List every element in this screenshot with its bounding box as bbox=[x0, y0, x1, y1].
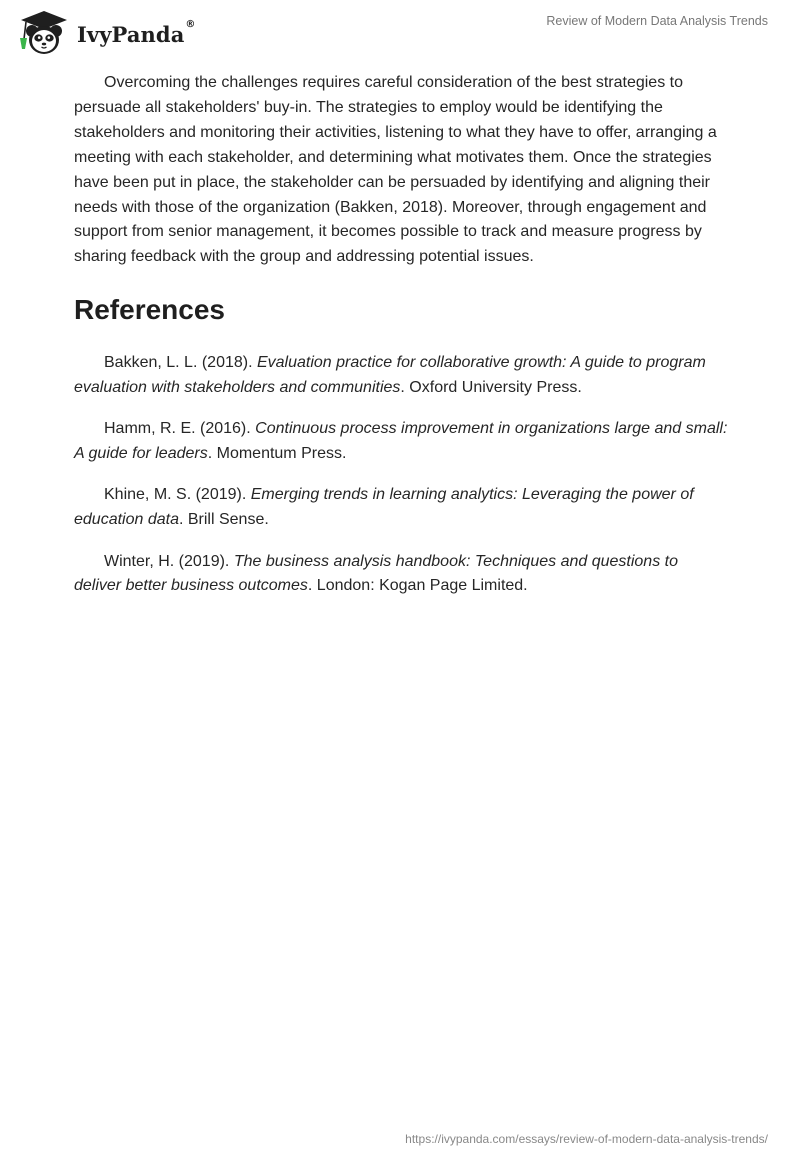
source-url[interactable]: https://ivypanda.com/essays/review-of-modern-data-analysis-trends/ bbox=[405, 1132, 768, 1146]
reference-author: Khine, M. S. (2019). bbox=[104, 486, 251, 504]
reference-title: Continuous process improvement in organizations large and small: A guide for leaders bbox=[74, 420, 728, 463]
reference-title: The business analysis handbook: Techniques and questions to deliver better business outcomes bbox=[74, 552, 678, 595]
essay-content bbox=[74, 71, 728, 599]
logo-wordmark: IvyPanda® bbox=[77, 18, 196, 47]
reference-publisher: . Brill Sense. bbox=[178, 511, 269, 529]
reference-title: Evaluation practice for collaborative growth: A guide to program evaluation with stakeholders and communities bbox=[74, 354, 706, 397]
ivypanda-logo[interactable] bbox=[15, 9, 196, 57]
reference-item bbox=[74, 351, 728, 401]
registered-mark: ® bbox=[185, 18, 196, 30]
reference-author: Hamm, R. E. (2016). bbox=[104, 420, 256, 438]
reference-item bbox=[74, 483, 728, 533]
references-heading: References bbox=[74, 294, 225, 326]
reference-title: Emerging trends in learning analytics: Leveraging the power of education data bbox=[74, 486, 694, 529]
reference-publisher: . Oxford University Press. bbox=[400, 379, 582, 397]
reference-item bbox=[74, 550, 728, 600]
reference-author: Bakken, L. L. (2018). bbox=[104, 354, 257, 372]
reference-author: Winter, H. (2019). bbox=[104, 552, 234, 570]
reference-publisher: . London: Kogan Page Limited. bbox=[307, 577, 528, 595]
reference-item bbox=[74, 417, 728, 467]
document-title: Review of Modern Data Analysis Trends bbox=[546, 14, 768, 28]
reference-publisher: . Momentum Press. bbox=[207, 445, 347, 463]
panda-graduate-icon bbox=[15, 9, 73, 57]
page-header bbox=[0, 0, 800, 64]
body-paragraph: Overcoming the challenges requires careful consideration of the best strategies to persuade all stakeholders' buy-in. The strategies to employ would be identifying the stakeholders and monitoring their activities, listening to what they have to offer, arranging a meeting with each stakeholder, and determining what motivates them. Once the strategies have been put in place, the stakeholder can be persuaded by identifying and aligning their needs with those of the organization (Bakken, 2018). Moreover, through engagement and support from senior management, it becomes possible to track and measure progress by sharing feedback with the group and addressing potential issues. bbox=[74, 74, 717, 266]
